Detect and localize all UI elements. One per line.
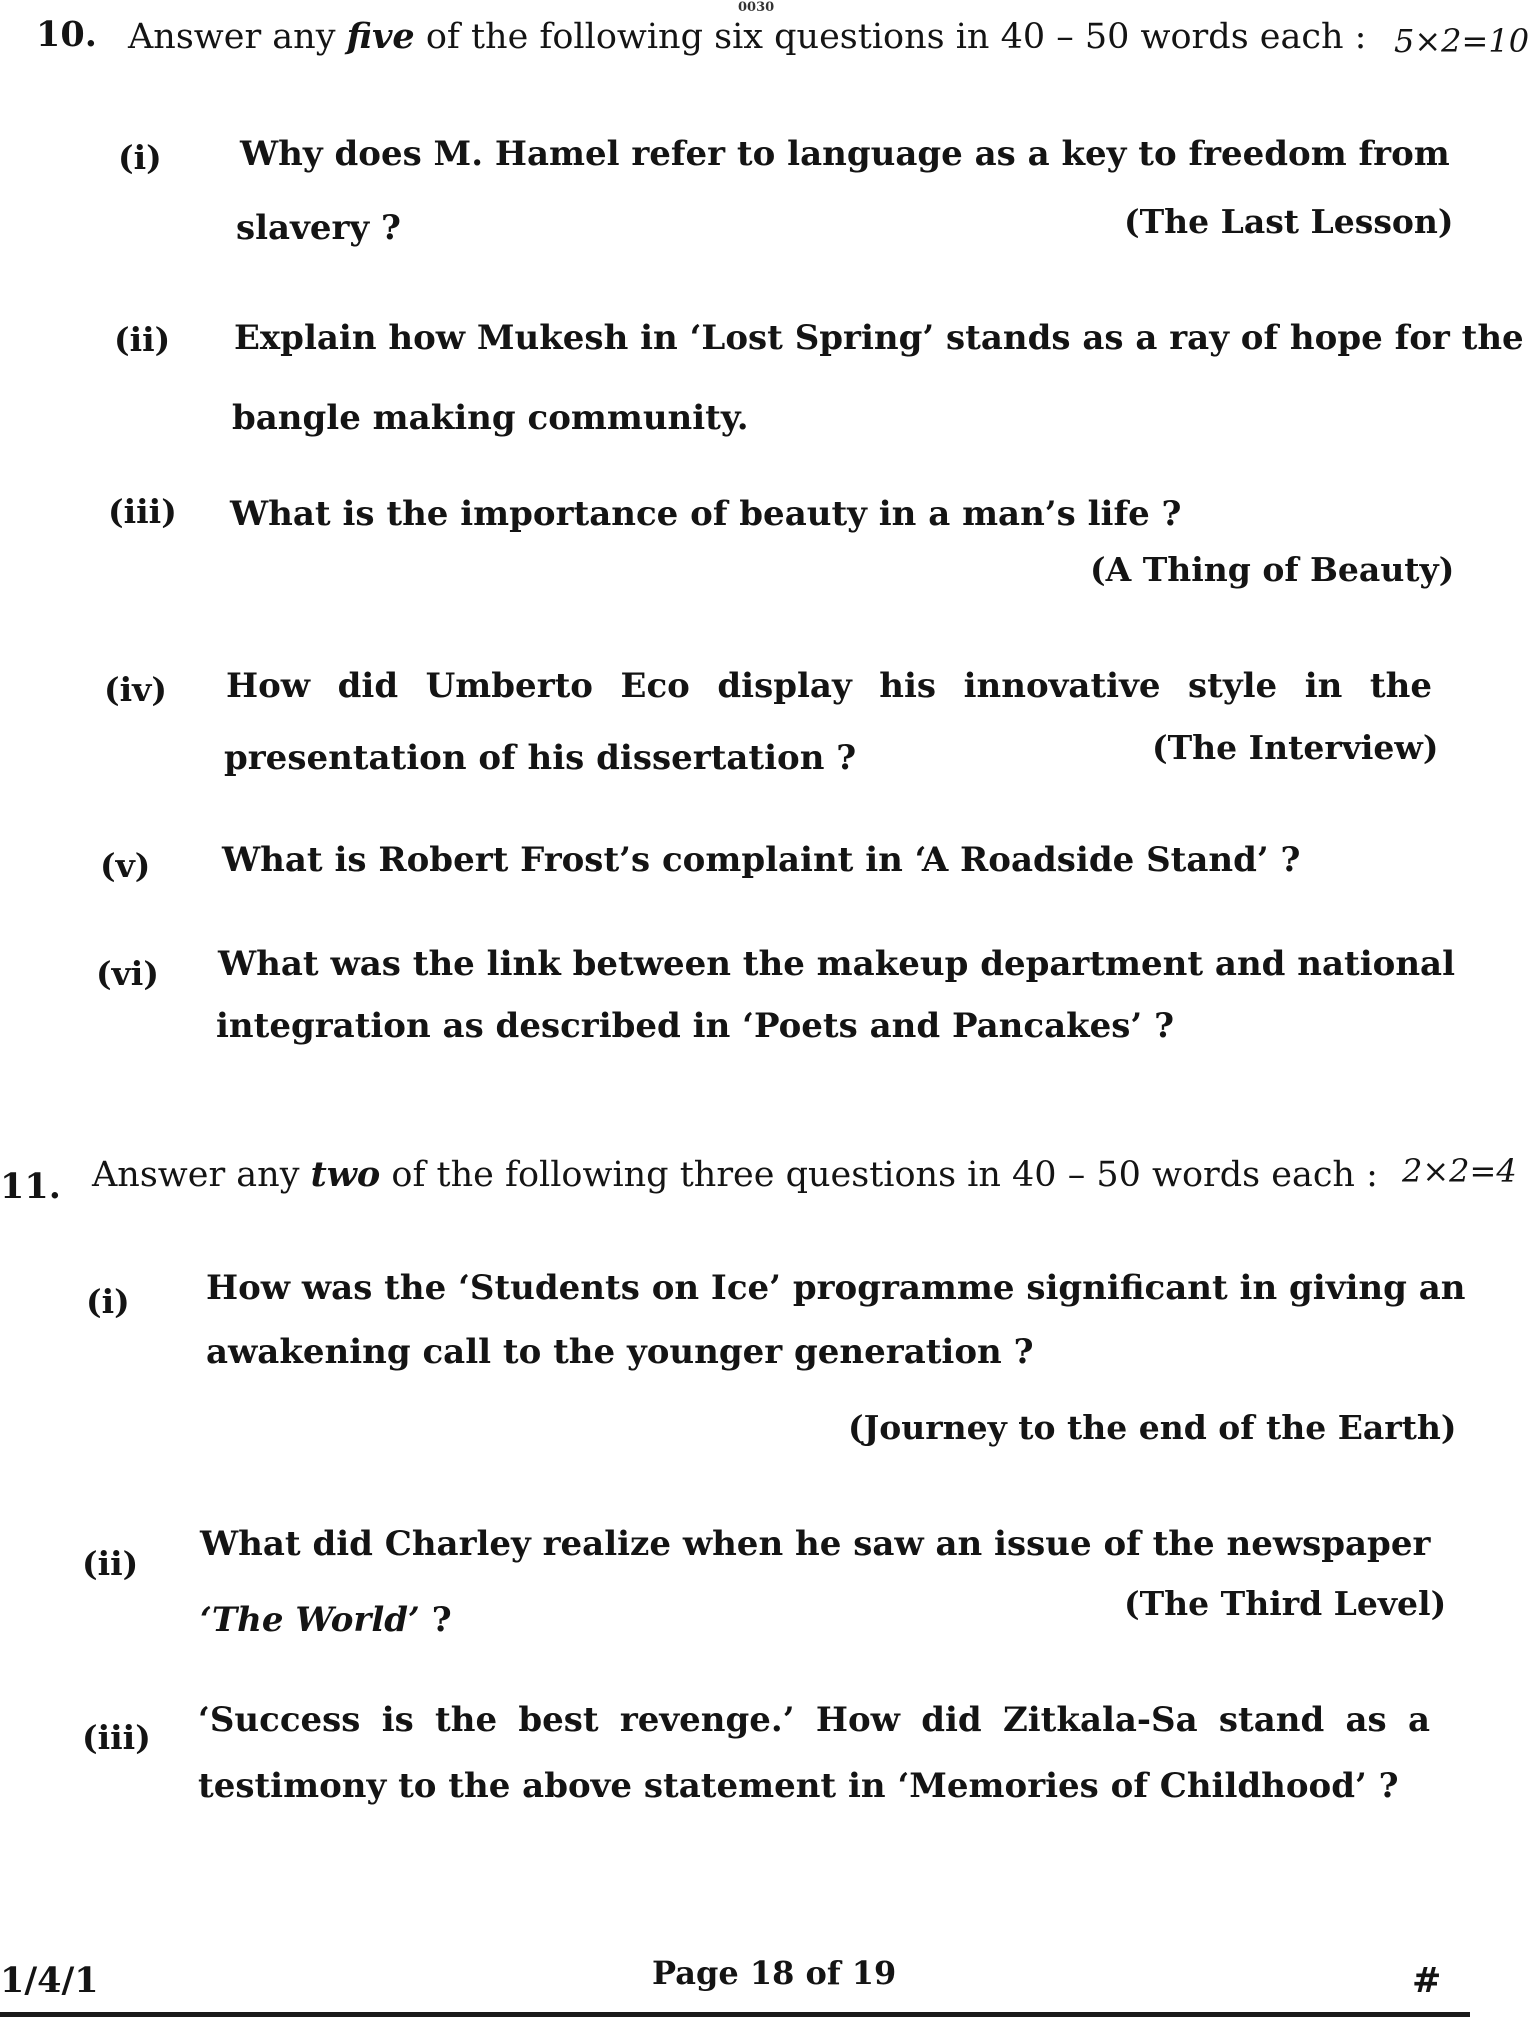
q10-item-6-number: (vi) <box>96 954 159 993</box>
q11-item-1-line-1: How was the ‘Students on Ice’ programme significant in giving an <box>206 1268 1466 1308</box>
q10-item-4-line-1: How did Umberto Eco display his innovative style in the <box>226 666 1432 706</box>
q10-item-4-number: (iv) <box>104 670 167 709</box>
instruction-emphasis: two <box>310 1154 381 1195</box>
instruction-text: of the following three questions in 40 – 50 words each : <box>380 1155 1378 1195</box>
question-11-instruction <box>92 1154 1378 1195</box>
q11-item-1-line-2: awakening call to the younger generation ? <box>206 1332 1034 1372</box>
q11-item-2-reference: (The Third Level) <box>1124 1584 1447 1623</box>
instruction-text: Answer any <box>92 1155 311 1195</box>
q10-item-1-number: (i) <box>118 138 162 177</box>
footer-page-number: Page 18 of 19 <box>652 1954 897 1992</box>
footer-code: 1/4/1 <box>0 1960 99 2001</box>
instruction-emphasis: five <box>346 16 415 57</box>
q11-item-3-line-1: ‘Success is the best revenge.’ How did Zitkala-Sa stand as a <box>198 1700 1430 1740</box>
footer-hash: # <box>1412 1960 1442 2001</box>
q10-item-3-reference: (A Thing of Beauty) <box>1090 550 1455 589</box>
q10-item-2-line-1: Explain how Mukesh in ‘Lost Spring’ stands as a ray of hope for the <box>234 318 1524 358</box>
question-10-marks: 5×2=10 <box>1394 22 1529 60</box>
question-11-marks: 2×2=4 <box>1402 1152 1517 1190</box>
q11-item-1-reference: (Journey to the end of the Earth) <box>848 1408 1457 1447</box>
q10-item-4-line-2: presentation of his dissertation ? <box>224 738 857 778</box>
q10-item-5-line-1: What is Robert Frost’s complaint in ‘A Roadside Stand’ ? <box>222 840 1301 880</box>
q10-item-3-line-1: What is the importance of beauty in a man’s life ? <box>230 494 1182 534</box>
q10-item-4-reference: (The Interview) <box>1152 728 1439 767</box>
q11-item-2-number: (ii) <box>82 1544 139 1583</box>
q11-item-2-line-2 <box>200 1600 452 1640</box>
question-10-number: 10. <box>36 14 97 55</box>
top-mark: 0030 <box>738 0 775 15</box>
q11-item-3-line-2: testimony to the above statement in ‘Memories of Childhood’ ? <box>198 1766 1399 1806</box>
q10-item-1-reference: (The Last Lesson) <box>1124 202 1454 241</box>
q11-item-1-number: (i) <box>86 1282 130 1321</box>
q10-item-1-line-2: slavery ? <box>236 208 401 248</box>
q10-item-2-line-2: bangle making community. <box>232 398 749 438</box>
line-text: ? <box>419 1600 452 1640</box>
question-11-number: 11. <box>0 1166 61 1207</box>
q11-item-3-number: (iii) <box>82 1718 151 1757</box>
q11-item-2-line-1: What did Charley realize when he saw an issue of the newspaper <box>200 1524 1431 1564</box>
q10-item-6-line-2: integration as described in ‘Poets and Pancakes’ ? <box>216 1006 1175 1046</box>
instruction-text: of the following six questions in 40 – 50 words each : <box>414 17 1367 57</box>
question-10-instruction <box>128 16 1366 57</box>
q10-item-2-number: (ii) <box>114 320 171 359</box>
newspaper-title: ‘The World’ <box>200 1600 420 1640</box>
q10-item-5-number: (v) <box>100 846 151 885</box>
instruction-text: Answer any <box>128 17 347 57</box>
q10-item-3-number: (iii) <box>108 492 177 531</box>
q10-item-6-line-1: What was the link between the makeup department and national <box>218 944 1455 984</box>
footer-rule <box>0 2012 1470 2017</box>
q10-item-1-line-1: Why does M. Hamel refer to language as a key to freedom from <box>240 134 1450 174</box>
